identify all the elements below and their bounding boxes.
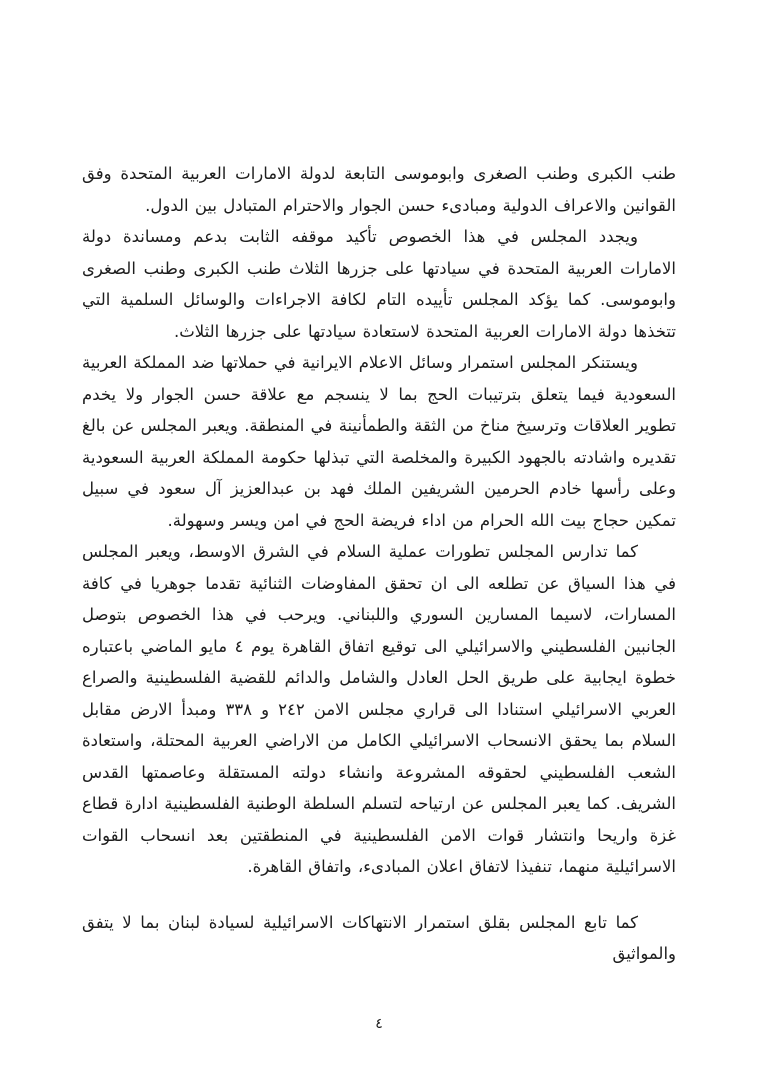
paragraph-saudi-hajj: ويستنكر المجلس استمرار وسائل الاعلام الايرانية في حملاتها ضد المملكة العربية السعودية فيما يتعلق بترتيبات الحج بما لا ينسجم مع علاقة حسن الجوار ولا يخدم تطوير العلاقات وترسيخ مناخ من الثقة والطمأنينة في المنطقة. ويعبر المجلس عن بالغ تقديره واشادته بالجهود الكبيرة والمخلصة التي تبذلها حكومة المملكة العربية السعودية وعلى رأسها خادم الحرمين الشريفين الملك فهد بن عبدالعزيز آل سعود في سبيل تمكين حجاج بيت الله الحرام من اداء فريضة الحج في امن ويسر وسهولة. [82, 353, 676, 530]
document-body [82, 158, 676, 970]
paragraph-continuation: طنب الكبرى وطنب الصغرى وابوموسى التابعة لدولة الامارات العربية المتحدة وفق القوانين والاعراف الدولية ومبادىء حسن الجوار والاحترام المتبادل بين الدول. [82, 164, 676, 215]
paragraph-lebanon: كما تابع المجلس بقلق استمرار الانتهاكات الاسرائيلية لسيادة لبنان بما لا يتفق والمواثيق [82, 912, 676, 963]
page-number: ٤ [375, 1016, 383, 1032]
paragraph-peace-process: كما تدارس المجلس تطورات عملية السلام في الشرق الاوسط، ويعبر المجلس في هذا السياق عن تطلعه الى ان تحقق المفاوضات الثنائية تقدما جوهريا في كافة المسارات، لاسيما المسارين السوري واللبناني. ويرحب في هذا الخصوص بتوصل الجانبين الفلسطيني والاسرائيلي الى توقيع اتفاق القاهرة يوم ٤ مايو الماضي باعتباره خطوة ايجابية على طريق الحل العادل والشامل والدائم للقضية الفلسطينية والصراع العربي الاسرائيلي استنادا الى قراري مجلس الامن ٢٤٢ و ٣٣٨ ومبدأ الارض مقابل السلام بما يحقق الانسحاب الاسرائيلي الكامل من الاراضي العربية المحتلة، واستعادة الشعب الفلسطيني لحقوقه المشروعة وانشاء دولته المستقلة وعاصمتها القدس الشريف. كما يعبر المجلس عن ارتياحه لتسلم السلطة الوطنية الفلسطينية ادارة قطاع غزة واريحا وانتشار قوات الامن الفلسطينية في المنطقتين بعد انسحاب القوات الاسرائيلية منهما، تنفيذا لاتفاق اعلان المبادىء، واتفاق القاهرة. [82, 542, 676, 876]
paragraph-uae-islands-support: ويجدد المجلس في هذا الخصوص تأكيد موقفه الثابت بدعم ومساندة دولة الامارات العربية المتحدة في سيادتها على جزرها الثلاث طنب الكبرى وطنب الصغرى وابوموسى. كما يؤكد المجلس تأييده التام لكافة الاجراءات والوسائل السلمية التي تتخذها دولة الامارات العربية المتحدة لاستعادة سيادتها على جزرها الثلاث. [82, 227, 676, 341]
